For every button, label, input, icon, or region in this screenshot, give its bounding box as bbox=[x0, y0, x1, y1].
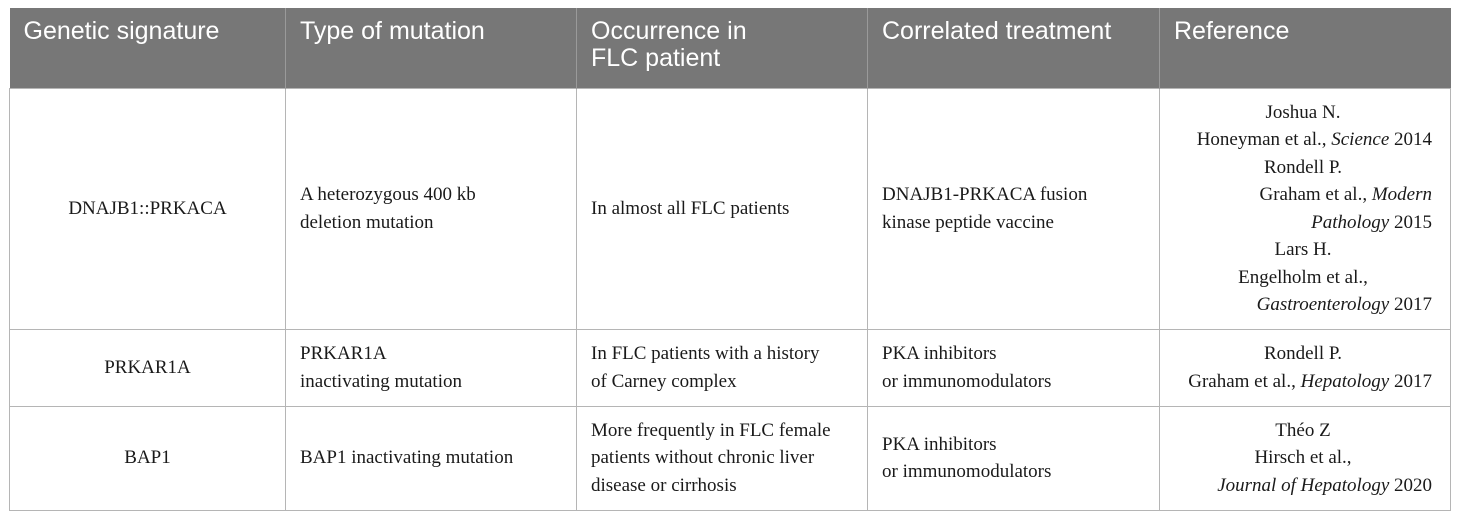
reference-citation bbox=[1174, 181, 1432, 209]
header-type-of-mutation: Type of mutation bbox=[286, 8, 577, 88]
treatment-line: PKA inhibitors bbox=[882, 343, 997, 364]
treatment-line: kinase peptide vaccine bbox=[882, 211, 1054, 233]
table-row bbox=[10, 406, 1451, 510]
reference-entry bbox=[1174, 417, 1432, 500]
table-body bbox=[10, 88, 1451, 510]
cell-treatment bbox=[868, 329, 1160, 406]
reference-author-last: Honeyman et al., bbox=[1196, 129, 1327, 150]
header-genetic-signature: Genetic signature bbox=[10, 8, 286, 88]
reference-entry bbox=[1174, 99, 1432, 154]
header-occurrence-text: Occurrence in FLC patient bbox=[591, 17, 747, 72]
cell-signature bbox=[10, 329, 286, 406]
reference-author-last: Engelholm et al., bbox=[1238, 266, 1368, 288]
treatment-line: DNAJB1-PRKACA fusion bbox=[882, 184, 1088, 205]
cell-treatment bbox=[868, 406, 1160, 510]
table-header bbox=[10, 8, 1451, 88]
reference-year-line bbox=[1174, 209, 1432, 237]
reference-citation bbox=[1174, 368, 1432, 396]
reference-journal-tail: Pathology bbox=[1311, 211, 1390, 233]
mutation-line: BAP1 inactivating mutation bbox=[300, 447, 514, 469]
reference-citation bbox=[1174, 126, 1432, 154]
reference-author-last: Graham et al., bbox=[1188, 370, 1296, 392]
mutation-line: A heterozygous 400 kb bbox=[300, 184, 476, 205]
reference-year: 2020 bbox=[1394, 474, 1432, 496]
occurrence-line: More frequently in FLC female bbox=[591, 419, 831, 441]
cell-reference bbox=[1160, 406, 1451, 510]
cell-reference bbox=[1160, 329, 1451, 406]
reference-journal: Journal of Hepatology bbox=[1217, 474, 1390, 496]
cell-occurrence bbox=[577, 406, 868, 510]
cell-mutation bbox=[286, 406, 577, 510]
mutation-line: deletion mutation bbox=[300, 211, 434, 233]
header-reference: Reference bbox=[1160, 8, 1451, 88]
reference-year: 2017 bbox=[1394, 294, 1432, 315]
occurrence-line: of Carney complex bbox=[591, 370, 737, 392]
cell-mutation bbox=[286, 88, 577, 329]
cell-occurrence bbox=[577, 329, 868, 406]
reference-journal: Gastroenterology bbox=[1256, 294, 1390, 315]
occurrence-line: patients without chronic liver bbox=[591, 447, 815, 469]
header-occurrence bbox=[577, 8, 868, 88]
reference-citation bbox=[1174, 291, 1432, 319]
reference-journal: Science bbox=[1331, 129, 1390, 150]
table-row bbox=[10, 88, 1451, 329]
reference-journal: Modern bbox=[1371, 184, 1432, 205]
table-row bbox=[10, 329, 1451, 406]
reference-author-last: Graham et al., bbox=[1259, 184, 1368, 205]
signature-text: BAP1 bbox=[124, 447, 171, 469]
cell-occurrence bbox=[577, 88, 868, 329]
cell-signature bbox=[10, 88, 286, 329]
cell-signature bbox=[10, 406, 286, 510]
reference-year: 2014 bbox=[1394, 129, 1432, 150]
cell-mutation bbox=[286, 329, 577, 406]
reference-author-last: Hirsch et al., bbox=[1254, 447, 1352, 469]
reference-citation bbox=[1174, 472, 1432, 500]
cell-treatment bbox=[868, 88, 1160, 329]
occurrence-line: In FLC patients with a history bbox=[591, 343, 820, 364]
reference-year: 2017 bbox=[1394, 370, 1432, 392]
mutation-line: PRKAR1A bbox=[300, 343, 387, 364]
signature-text: DNAJB1::PRKACA bbox=[68, 197, 227, 219]
treatment-line: PKA inhibitors bbox=[882, 433, 997, 455]
occurrence-line: disease or cirrhosis bbox=[591, 474, 737, 496]
occurrence-line: In almost all FLC patients bbox=[591, 197, 790, 219]
reference-author-first: Joshua N. bbox=[1265, 101, 1341, 123]
genetic-signature-table bbox=[9, 8, 1451, 511]
reference-entry bbox=[1174, 340, 1432, 395]
reference-author-first: Rondell P. bbox=[1263, 343, 1343, 364]
signature-text: PRKAR1A bbox=[104, 356, 191, 378]
mutation-line: inactivating mutation bbox=[300, 370, 462, 392]
reference-journal: Hepatology bbox=[1300, 370, 1390, 392]
header-row bbox=[10, 8, 1451, 88]
reference-entry bbox=[1174, 236, 1432, 319]
treatment-line: or immunomodulators bbox=[882, 461, 1052, 482]
reference-author-first: Théo Z bbox=[1275, 419, 1331, 441]
cell-reference bbox=[1160, 88, 1451, 329]
reference-entry bbox=[1174, 154, 1432, 237]
reference-author-first: Lars H. bbox=[1274, 239, 1332, 260]
header-correlated-treatment: Correlated treatment bbox=[868, 8, 1160, 88]
reference-author-first: Rondell P. bbox=[1263, 156, 1343, 178]
treatment-line: or immunomodulators bbox=[882, 370, 1052, 392]
reference-year: 2015 bbox=[1394, 211, 1432, 233]
